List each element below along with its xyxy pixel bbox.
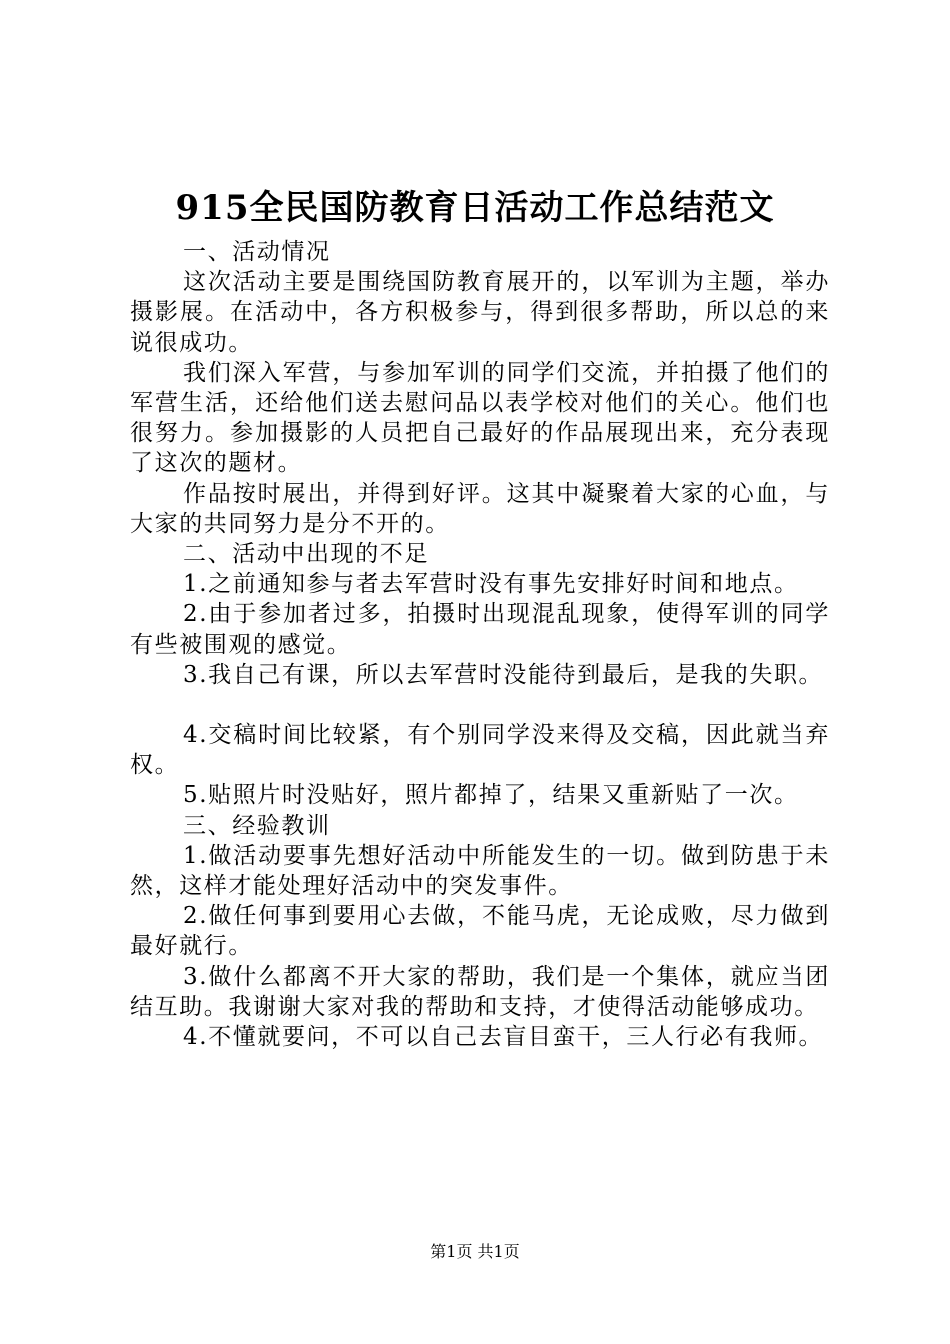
section-heading-activity-overview: 一、活动情况 <box>183 239 331 265</box>
list-item-shortcoming-5: 5.贴照片时没贴好，照片都掉了，结果又重新贴了一次。 <box>183 782 799 809</box>
page-footer: 第1页 共1页 <box>430 1242 520 1261</box>
list-item-lesson-4: 4.不懂就要问，不可以自己去盲目蛮干，三人行必有我师。 <box>183 1024 824 1051</box>
list-item-lesson-2: 2.做任何事到要用心去做，不能马虎，无论成败，尽力做到最好就行。 <box>130 903 830 960</box>
list-item-shortcoming-4: 4.交稿时间比较紧，有个别同学没来得及交稿，因此就当弃权。 <box>130 722 830 779</box>
document-body <box>130 237 830 1052</box>
paragraph-exhibition-result: 作品按时展出，并得到好评。这其中凝聚着大家的心血，与大家的共同努力是分不开的。 <box>130 480 830 537</box>
page-title: 915全民国防教育日活动工作总结范文 <box>175 188 775 228</box>
section-heading-shortcomings: 二、活动中出现的不足 <box>183 541 429 568</box>
section-heading-lessons: 三、经验教训 <box>183 812 331 839</box>
paragraph-activity-summary: 这次活动主要是围绕国防教育展开的，以军训为主题，举办摄影展。在活动中，各方积极参与，得到很多帮助，所以总的来说很成功。 <box>130 269 830 356</box>
list-item-shortcoming-2: 2.由于参加者过多，拍摄时出现混乱现象，使得军训的同学有些被围观的感觉。 <box>130 601 830 658</box>
list-item-shortcoming-3: 3.我自己有课，所以去军营时没能待到最后，是我的失职。 <box>183 661 824 688</box>
list-item-lesson-3: 3.做什么都离不开大家的帮助，我们是一个集体，就应当团结互助。我谢谢大家对我的帮助和支持，才使得活动能够成功。 <box>130 963 830 1020</box>
list-item-lesson-1: 1.做活动要事先想好活动中所能发生的一切。做到防患于未然，这样才能处理好活动中的突发事件。 <box>130 842 830 900</box>
paragraph-military-camp-visit: 我们深入军营，与参加军训的同学们交流，并拍摄了他们的军营生活，还给他们送去慰问品以表学校对他们的关心。他们也很努力。参加摄影的人员把自己最好的作品展现出来，充分表现了这次的题材。 <box>130 359 830 477</box>
list-item-shortcoming-1: 1.之前通知参与者去军营时没有事先安排好时间和地点。 <box>183 571 799 598</box>
